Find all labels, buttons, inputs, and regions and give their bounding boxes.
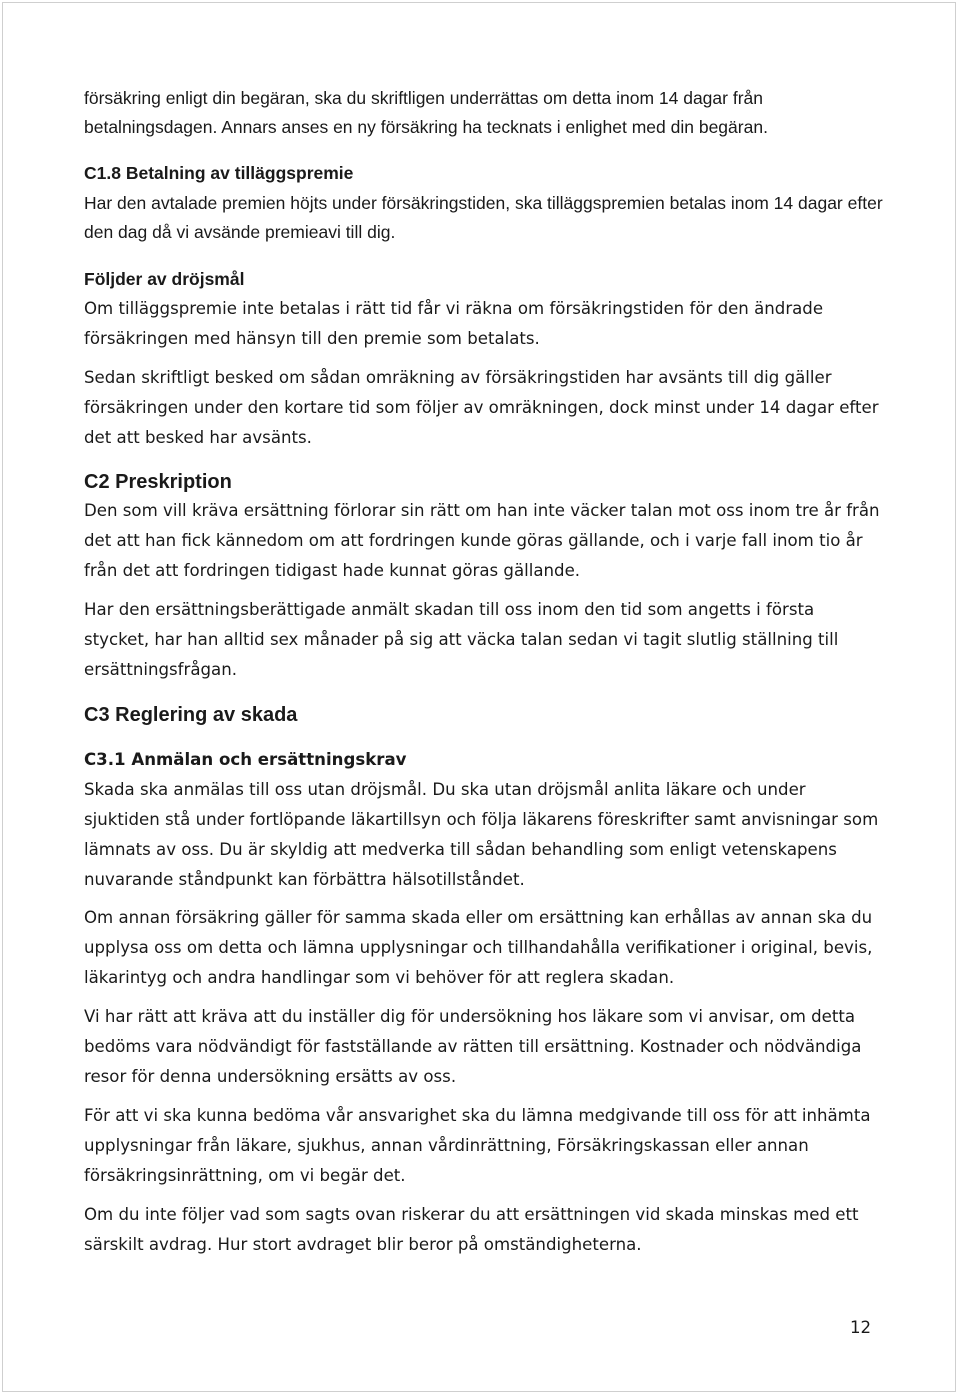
c3-paragraph-4: För att vi ska kunna bedöma vår ansvarighet ska du lämna medgivande till oss för att inhämta upplysningar från läkare, sjukhus, annan vårdinrättning, Försäkringskassan eller annan försäkringsinrättning, om vi begär det.	[84, 1106, 871, 1185]
c31-heading: C3.1 Anmälan och ersättningskrav	[84, 750, 407, 769]
c18-paragraph: Har den avtalade premien höjts under försäkringstiden, ska tilläggspremien betalas inom 14 dagar efter den dag då vi avsände premieavi till dig.	[84, 193, 883, 242]
c3-paragraph-3: Vi har rätt att kräva att du inställer dig för undersökning hos läkare som vi anvisar, om detta bedöms vara nödvändigt för fastställande av rätten till ersättning. Kostnader och nödvändiga resor för denna undersökning ersätts av oss.	[84, 1007, 862, 1086]
c2-paragraph-2: Har den ersättningsberättigade anmält skadan till oss inom den tid som angetts i första stycket, har han alltid sex månader på sig att väcka talan sedan vi tagit slutlig ställning till ersättningsfrågan.	[84, 600, 839, 679]
foljder-paragraph-1: Om tilläggspremie inte betalas i rätt tid får vi räkna om försäkringstiden för den ändrade försäkringen med hänsyn till den premie som betalats.	[84, 299, 824, 348]
c2-paragraph-1: Den som vill kräva ersättning förlorar sin rätt om han inte väcker talan mot oss inom tre år från det att han fick kännedom om att fordringen kunde göras gällande, och i varje fall inom tio år från det att fordringen tidigast hade kunnat göras gällande.	[84, 501, 880, 580]
foljder-heading: Följder av dröjsmål	[84, 269, 245, 289]
c3-heading: C3 Reglering av skada	[84, 704, 298, 726]
intro-paragraph: försäkring enligt din begäran, ska du skriftligen underrättas om detta inom 14 dagar från betalningsdagen. Annars anses en ny försäkring ha tecknats i enlighet med din begäran.	[84, 88, 768, 137]
foljder-paragraph-2: Sedan skriftligt besked om sådan omräkning av försäkringstiden har avsänts till dig gäller försäkringen under den kortare tid som följer av omräkningen, dock minst under 14 dagar efter det att besked har avsänts.	[84, 368, 879, 447]
c18-heading: C1.8 Betalning av tilläggspremie	[84, 163, 354, 183]
page-number: 12	[850, 1318, 872, 1337]
c2-heading: C2 Preskription	[84, 471, 232, 493]
c3-paragraph-5: Om du inte följer vad som sagts ovan riskerar du att ersättningen vid skada minskas med ett särskilt avdrag. Hur stort avdraget blir beror på omständigheterna.	[84, 1205, 859, 1254]
c3-paragraph-2: Om annan försäkring gäller för samma skada eller om ersättning kan erhållas av annan ska du upplysa oss om detta och lämna upplysningar och tillhandahålla verifikationer i original, bevis, läkarintyg och andra handlingar som vi behöver för att reglera skadan.	[84, 908, 873, 987]
c3-paragraph-1: Skada ska anmälas till oss utan dröjsmål. Du ska utan dröjsmål anlita läkare och under sjuktiden stå under fortlöpande läkartillsyn och följa läkarens föreskrifter samt anvisningar som lämnats av oss. Du är skyldig att medverka till sådan behandling som enligt vetenskapens nuvarande ståndpunkt kan förbättra hälsotillståndet.	[84, 780, 879, 889]
